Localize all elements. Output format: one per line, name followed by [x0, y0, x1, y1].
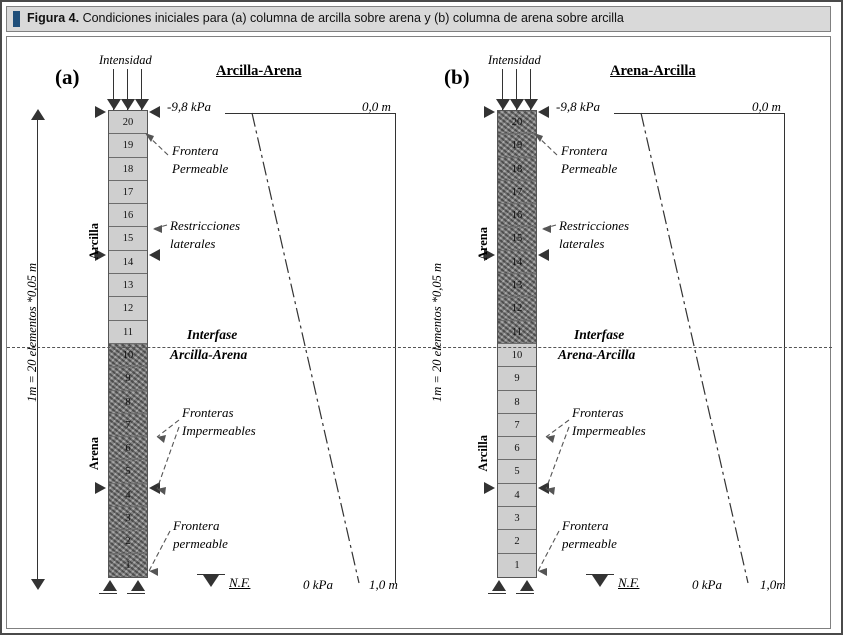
soil-element-3	[109, 507, 147, 530]
soil-column-b	[497, 110, 537, 578]
soil-element-label: 9	[514, 373, 520, 385]
soil-element-label: 19	[122, 140, 134, 152]
top-axis-line-a	[225, 113, 395, 114]
ann-lateral-a-line2: laterales	[170, 236, 216, 251]
soil-element-20	[109, 111, 147, 134]
top-depth-a: 0,0 m	[362, 99, 391, 114]
panel-b-title: Arena-Arcilla	[610, 63, 696, 79]
soil-element-5	[109, 460, 147, 483]
intensity-arrow-3-icon	[135, 99, 149, 110]
interface-a-line1: Interfase	[187, 327, 238, 342]
bottom-depth-b: 1,0m	[760, 577, 786, 592]
water-table-a-label: N.F.	[229, 575, 251, 590]
soil-element-label: 17	[122, 186, 134, 198]
soil-element-label: 8	[514, 396, 520, 408]
soil-element-2	[109, 530, 147, 553]
soil-element-label: 4	[514, 489, 520, 501]
soil-element-4	[109, 484, 147, 507]
material-label-lower-b: Arcilla	[476, 435, 490, 472]
soil-element-label: 14	[122, 256, 134, 268]
top-pressure-a: -9,8 kPa	[167, 99, 212, 114]
ann-impermeable-b-line2: Impermeables	[572, 423, 646, 438]
soil-element-8	[498, 391, 536, 414]
soil-element-label: 2	[514, 536, 520, 548]
ann-impermeable-a-line1: Fronteras	[182, 405, 234, 420]
top-support-right-a-icon	[149, 106, 160, 118]
top-pressure-b: -9,8 kPa	[556, 99, 601, 114]
intensity-arrow-b-2-icon	[510, 99, 524, 110]
ann-impermeable-b-line1: Fronteras	[572, 405, 624, 420]
ann-permeable-bottom-a-line2: permeable	[173, 536, 228, 551]
soil-element-15	[109, 227, 147, 250]
scale-label-a: 1m = 20 elementos *0,05 m	[25, 263, 39, 402]
soil-element-label: 18	[122, 163, 134, 175]
scale-arrow-bottom-a-icon	[31, 579, 45, 590]
figure-caption-label: Figura 4.	[27, 11, 80, 25]
ann-permeable-bottom-b-line2: permeable	[562, 536, 617, 551]
soil-element-label: 12	[511, 303, 523, 315]
intensity-arrow-b-1-icon	[496, 99, 510, 110]
panel-a-intensity-label: Intensidad	[99, 53, 152, 67]
soil-element-11	[109, 321, 147, 344]
soil-element-label: 13	[511, 280, 523, 292]
soil-element-label: 19	[511, 140, 523, 152]
soil-element-label: 5	[514, 466, 520, 478]
ann-lateral-b-line2: laterales	[559, 236, 605, 251]
scale-arrow-top-a-icon	[31, 109, 45, 120]
panel-b-leaders	[422, 37, 832, 630]
scale-label-b: 1m = 20 elementos *0,05 m	[430, 263, 444, 402]
water-table-a-line	[197, 574, 225, 575]
soil-element-7	[109, 414, 147, 437]
soil-element-13	[498, 274, 536, 297]
bottom-pressure-a: 0 kPa	[303, 577, 333, 592]
right-axis-line-b	[784, 113, 785, 583]
panel-a	[7, 37, 422, 630]
material-label-upper-a: Arcilla	[87, 223, 101, 260]
soil-element-9	[498, 367, 536, 390]
soil-element-3	[498, 507, 536, 530]
intensity-arrow-2-icon	[121, 99, 135, 110]
soil-element-label: 20	[511, 117, 523, 128]
water-table-b-label: N.F.	[618, 575, 640, 590]
soil-element-6	[109, 437, 147, 460]
soil-element-20	[498, 111, 536, 134]
bottom-support-right-b-icon	[520, 580, 534, 591]
top-support-left-a-icon	[95, 106, 106, 118]
soil-element-label: 15	[122, 233, 134, 245]
soil-element-label: 6	[514, 443, 520, 455]
soil-element-label: 9	[125, 373, 131, 385]
water-table-a-icon	[203, 575, 219, 587]
soil-element-label: 11	[122, 326, 134, 338]
soil-element-18	[498, 158, 536, 181]
ann-lateral-a-line1: Restricciones	[170, 218, 241, 233]
soil-element-label: 14	[511, 256, 523, 268]
intensity-arrow-b-3-icon	[524, 99, 538, 110]
lower-support-left-a-icon	[95, 482, 106, 494]
soil-element-12	[498, 297, 536, 320]
soil-element-label: 3	[125, 513, 131, 525]
soil-element-17	[109, 181, 147, 204]
right-axis-line-a	[395, 113, 396, 583]
panel-b-intensity-label: Intensidad	[488, 53, 541, 67]
soil-element-2	[498, 530, 536, 553]
panel-a-title: Arcilla-Arena	[216, 63, 302, 79]
bottom-base-right-a	[127, 593, 145, 594]
soil-element-label: 16	[122, 210, 134, 222]
soil-element-label: 6	[125, 443, 131, 455]
soil-element-label: 15	[511, 233, 523, 245]
soil-element-18	[109, 158, 147, 181]
soil-element-label: 2	[125, 536, 131, 548]
soil-element-8	[109, 391, 147, 414]
soil-element-label: 5	[125, 466, 131, 478]
interface-dashed-line	[7, 347, 832, 348]
soil-element-label: 10	[122, 349, 134, 361]
soil-element-19	[498, 134, 536, 157]
soil-element-15	[498, 227, 536, 250]
soil-element-label: 4	[125, 489, 131, 501]
soil-element-label: 7	[125, 419, 131, 431]
soil-element-17	[498, 181, 536, 204]
ann-permeable-top-a-line1: Frontera	[172, 143, 219, 158]
soil-element-label: 17	[511, 186, 523, 198]
soil-element-1	[498, 554, 536, 577]
ann-permeable-top-a-line2: Permeable	[172, 161, 229, 176]
bottom-support-right-a-icon	[131, 580, 145, 591]
soil-element-12	[109, 297, 147, 320]
interface-a-line2: Arcilla-Arena	[170, 347, 248, 362]
soil-element-label: 11	[511, 326, 523, 338]
bottom-base-left-b	[488, 593, 506, 594]
soil-element-14	[498, 251, 536, 274]
soil-element-1	[109, 554, 147, 577]
soil-column-a	[108, 110, 148, 578]
soil-element-6	[498, 437, 536, 460]
ann-lateral-b-line1: Restricciones	[559, 218, 630, 233]
soil-element-16	[498, 204, 536, 227]
panel-b	[422, 37, 832, 630]
bottom-support-left-a-icon	[103, 580, 117, 591]
panel-b-tag: (b)	[444, 65, 470, 89]
interface-b-line2: Arena-Arcilla	[558, 347, 636, 362]
soil-element-label: 1	[514, 559, 520, 571]
ann-permeable-top-b-line2: Permeable	[561, 161, 618, 176]
top-support-left-b-icon	[484, 106, 495, 118]
soil-element-5	[498, 460, 536, 483]
figure-caption	[27, 11, 624, 25]
top-depth-b: 0,0 m	[752, 99, 781, 114]
soil-element-label: 8	[125, 396, 131, 408]
figure-caption-text: Condiciones iniciales para (a) columna de arcilla sobre arena y (b) columna de arena sobre arcilla	[79, 11, 624, 25]
panel-a-tag: (a)	[55, 65, 80, 89]
bottom-base-left-a	[99, 593, 117, 594]
figure-caption-bar	[6, 6, 831, 32]
ann-impermeable-a-line2: Impermeables	[182, 423, 256, 438]
soil-element-label: 10	[511, 349, 523, 361]
bottom-base-right-b	[516, 593, 534, 594]
soil-element-16	[109, 204, 147, 227]
bottom-depth-a: 1,0 m	[369, 577, 398, 592]
ann-permeable-bottom-b-line1: Frontera	[562, 518, 609, 533]
soil-element-label: 20	[122, 117, 134, 128]
bottom-support-left-b-icon	[492, 580, 506, 591]
lower-support-right-a-icon	[149, 482, 160, 494]
lateral-support-right-b-icon	[538, 249, 549, 261]
soil-element-label: 7	[514, 419, 520, 431]
water-table-b-icon	[592, 575, 608, 587]
ann-permeable-top-b-line1: Frontera	[561, 143, 608, 158]
soil-element-11	[498, 321, 536, 344]
soil-element-9	[109, 367, 147, 390]
intensity-arrow-1-icon	[107, 99, 121, 110]
interface-b-line1: Interfase	[574, 327, 625, 342]
soil-element-13	[109, 274, 147, 297]
material-label-lower-a: Arena	[87, 437, 101, 471]
soil-element-7	[498, 414, 536, 437]
soil-element-label: 16	[511, 210, 523, 222]
soil-element-label: 1	[125, 559, 131, 571]
soil-element-label: 3	[514, 513, 520, 525]
soil-element-label: 13	[122, 280, 134, 292]
bottom-pressure-b: 0 kPa	[692, 577, 722, 592]
ann-permeable-bottom-a-line1: Frontera	[173, 518, 220, 533]
soil-element-label: 12	[122, 303, 134, 315]
soil-element-4	[498, 484, 536, 507]
soil-element-14	[109, 251, 147, 274]
lower-support-left-b-icon	[484, 482, 495, 494]
caption-tick-icon	[13, 11, 20, 27]
top-axis-line-b	[614, 113, 784, 114]
soil-element-label: 18	[511, 163, 523, 175]
lateral-support-right-a-icon	[149, 249, 160, 261]
water-table-b-line	[586, 574, 614, 575]
lower-support-right-b-icon	[538, 482, 549, 494]
material-label-upper-b: Arena	[476, 227, 490, 261]
figure-frame	[6, 36, 831, 629]
top-support-right-b-icon	[538, 106, 549, 118]
soil-element-19	[109, 134, 147, 157]
